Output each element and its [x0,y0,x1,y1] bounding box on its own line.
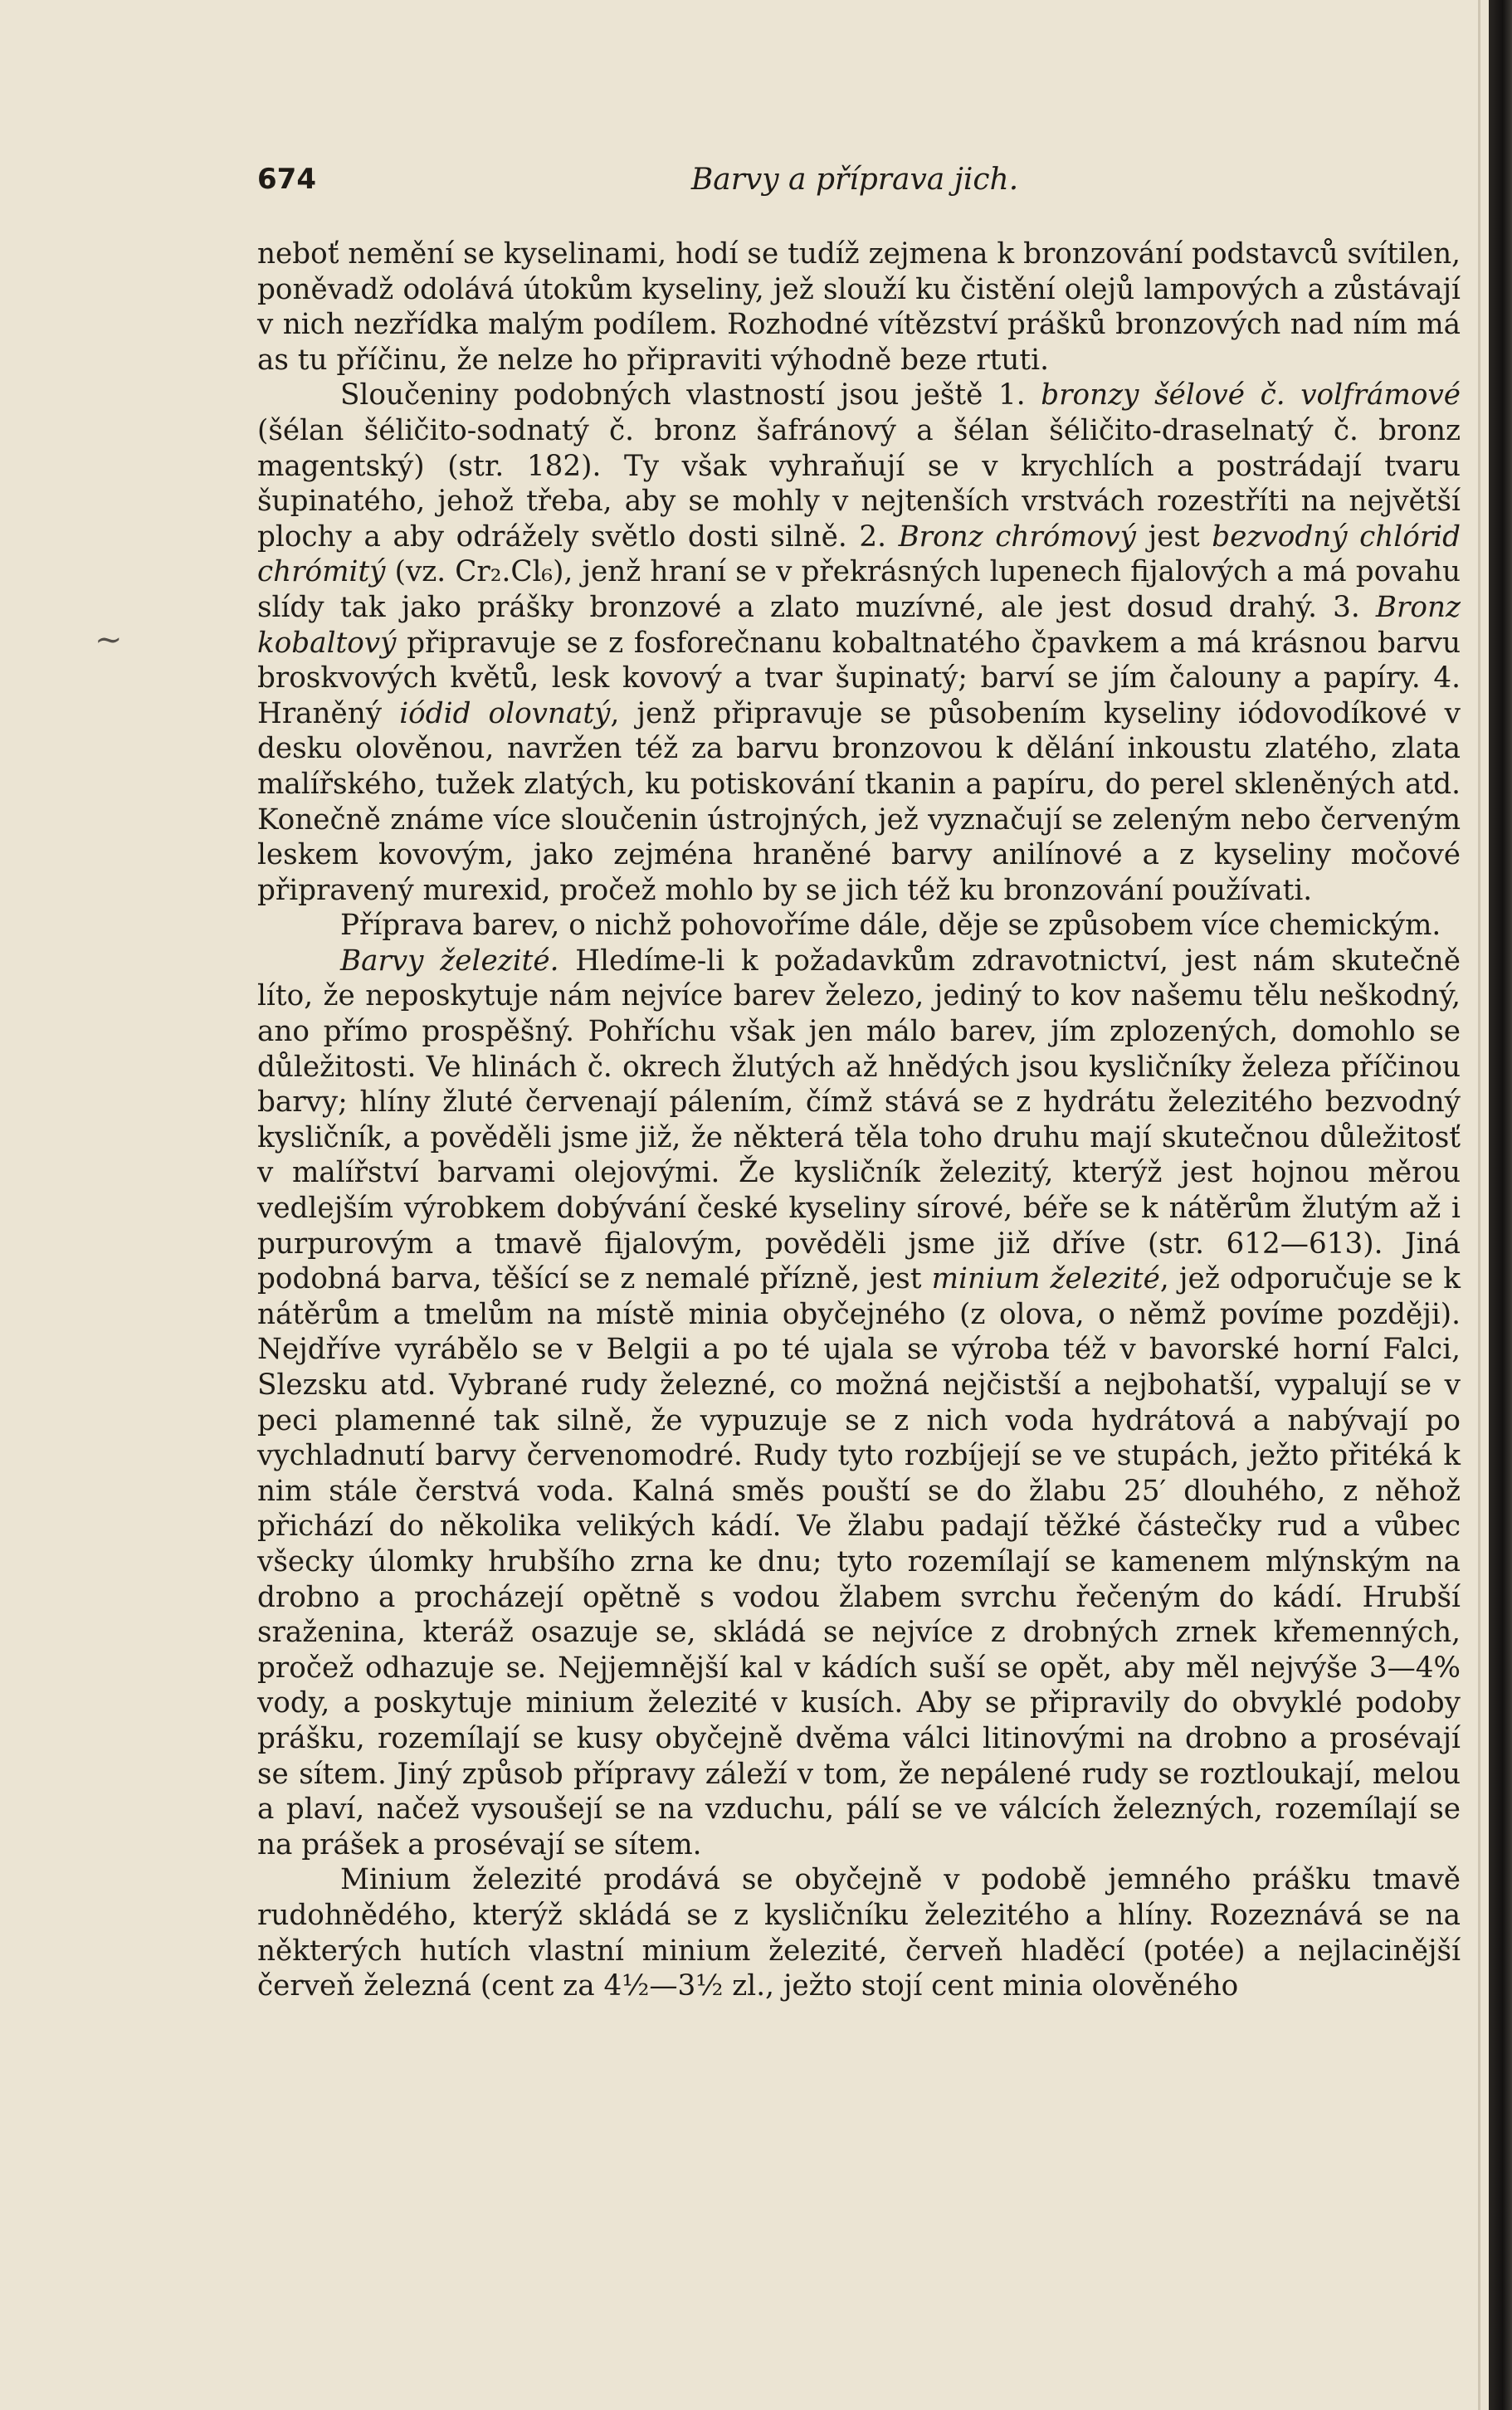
text-run: Hledíme-li k požadavkům zdravotnictví, jest nám skutečně líto, že neposkytuje nám nejvíce barev železo, jediný to kov našemu tělu neškodný, ano přímo prospěšný. Pohříchu však jen málo barev, jím zplozených, domohlo se důležitosti. Ve hlinách č. okrech žlutých až hnědých jsou kysličníky železa příčinou barvy; hlíny žluté červenají pálením, čímž stává se z hydrátu železitého bezvodný kysličník, a pověděli jsme již, že některá těla toho druhu mají skutečnou důležitosť v malířství barvami olejovými. Že kysličník železitý, kterýž jest hojnou měrou vedlejším výrobkem dobývání české kyseliny sírové, béře se k nátěrům žlutým až i purpurovým a tmavě fijalovým, pověděli jsme již dříve (str. 612—613). Jiná podobná barva, těšící se z nemalé přízně, jest [257,944,1461,1296]
page-edge-shadow-line [1478,0,1480,2410]
text-run: Minium železité prodává se obyčejně v podobě jemného prášku tmavě rudohnědého, kterýž skládá se z kysličníku železitého a hlíny. Rozeznává se na některých hutích vlastní minium železité, červeň hladěcí (potée) a nejlacinější červeň železná (cent za 4½—3½ zl., ježto stojí cent minia olověného [257,1863,1461,2003]
italic-term: Barvy železité. [340,944,559,978]
text-run: (šélan šéličito-sodnatý č. bronz šafránový a šélan šéličito-draselnatý č. bronz magentský) (str. 182). Ty však vyhraňují se v krychlích a postrádají tvaru šupinatého, jehož třeba, aby se mohly v nejtenších vrstvách rozestříti na největší plochy a aby odrážely světlo dosti silně. 2. [257,413,1461,554]
paragraph [257,378,1461,908]
text-run: (vz. Cr₂.Cl₆), jenž hraní se v překrásných lupenech fijalových a má povahu slídy tak jako prášky bronzové a zlato muzívné, ale jest dosud drahý. 3. [257,555,1461,624]
italic-term: Bronz chrómový [898,520,1136,554]
text-run: , jenž připravuje se působením kyseliny iódovodíkové v desku olověnou, navržen též za barvu bronzovou k dělání inkoustu zlatého, zlata malířského, tužek zlatých, ku potiskování tkanin a papíru, do perel skleněných atd. Konečně známe více sloučenin ústrojných, jež vyznačují se zeleným nebo červeným leskem kovovým, jako zejména hraněné barvy anilínové a z kyseliny močové připravený murexid, pročež mohlo by se jich též ku bronzování používati. [257,696,1461,907]
page-header [257,163,1452,204]
italic-term: minium železité [931,1262,1160,1296]
text-run: Příprava barev, o nichž pohovoříme dále, děje se způsobem více chemickým. [340,909,1441,943]
paragraph [257,237,1461,378]
italic-term: Bronz kobaltový [257,590,1461,660]
text-run: jest [1135,520,1212,554]
text-run: , jež odporučuje se k nátěrům a tmelům na místě minia obyčejného (z olova, o němž povíme později). Nejdříve vyrábělo se v Belgii a po té ujala se výroba též v bavorské horní Falci, Slezsku atd. Vybrané rudy železné, co možná nejčistší a nejbohatší, vypalují se v peci plamenné tak silně, že vypuzuje se z nich voda hydrátová a nabývají po vychladnutí barvy červenomodré. Rudy tyto rozbíjejí se ve stupách, ježto přitéká k nim stále čerstvá voda. Kalná směs pouští se do žlabu 25′ dlouhého, z něhož přichází do několika velikých kádí. Ve žlabu padají těžké částečky rud a vůbec všecky úlomky hrubšího zrna ke dnu; tyto rozemílají se kamenem mlýnským na drobno a procházejí opětně s vodou žlabem svrchu řečeným do kádí. Hrubší sraženina, kteráž osazuje se, skládá se nejvíce z drobných zrnek křemenných, pročež odhazuje se. Nejjemnější kal v kádích suší se opět, aby měl nejvýše 3—4% vody, a poskytuje minium železité v kusích. Aby se připravily do obvyklé podoby prášku, rozemílají se kusy obyčejně dvěma válci litinovými na drobno a prosévají se sítem. Jiný způsob přípravy záleží v tom, že nepálené rudy se roztloukají, melou a plaví, načež vysoušejí se na vzduchu, pálí se ve válcích železných, rozemílají se na prášek a prosévají se sítem. [257,1262,1461,1861]
margin-mark: ~ [95,621,123,659]
text-run: připravuje se z fosforečnanu kobaltnatého čpavkem a má krásnou barvu broskvových květů, lesk kovový a tvar šupinatý; barví se jím čalouny a papíry. 4. Hraněný [257,626,1461,730]
page-edge [1489,0,1512,2410]
text-run: neboť nemění se kyselinami, hodí se tudíž zejmena k bronzování podstavců svítilen, poněvadž odolává útokům kyseliny, jež slouží ku čistění olejů lampových a zůstávají v nich nezřídka malým podílem. Rozhodné vítězství prášků bronzových nad ním má as tu příčinu, že nelze ho připraviti výhodně beze rtuti. [257,237,1461,377]
italic-term: bronzy šélové č. volfrámové [1041,378,1461,412]
body-text [257,237,1461,2004]
page-number: 674 [257,163,316,196]
text-run: Sloučeniny podobných vlastností jsou ještě 1. [340,378,1041,412]
paragraph [257,908,1461,944]
running-title: Barvy a příprava jich. [690,163,1019,197]
paragraph [257,1862,1461,2003]
italic-term: iódid olovnatý [399,696,611,730]
italic-term: bezvodný chlórid chrómitý [257,520,1461,589]
paragraph [257,944,1461,1862]
